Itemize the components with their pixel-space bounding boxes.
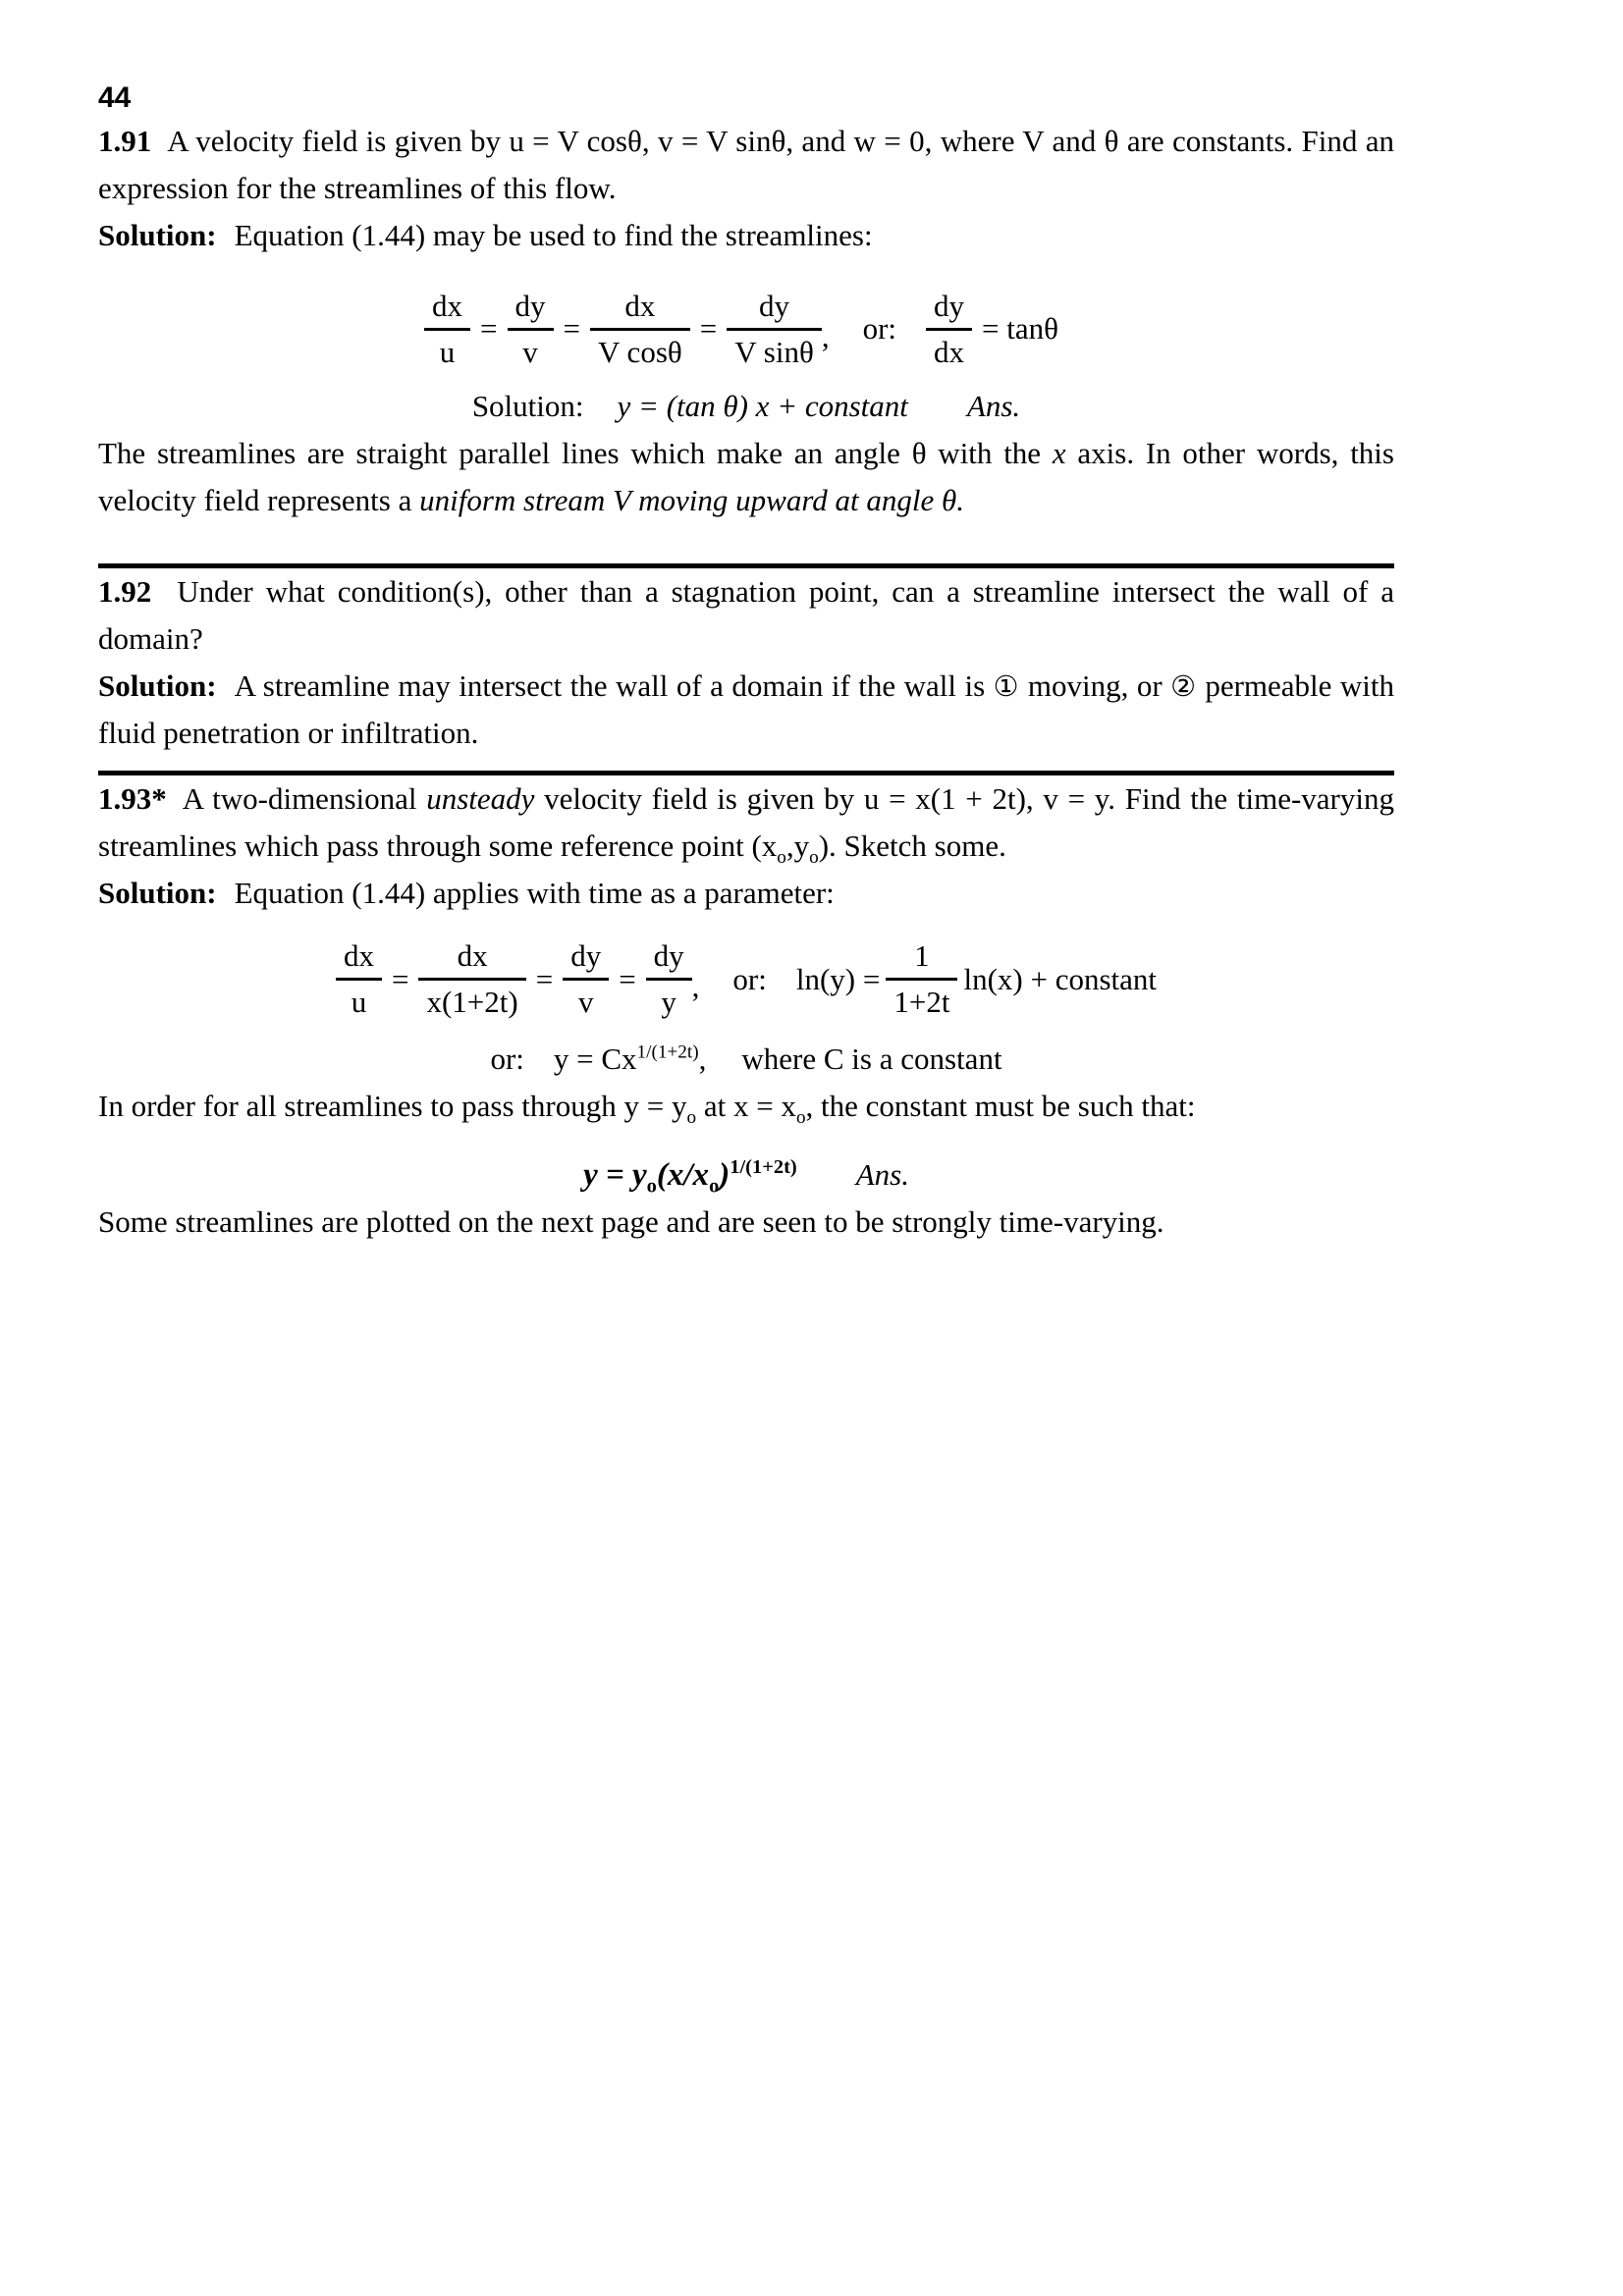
equation-body: y = Cx (553, 1041, 637, 1076)
equals-sign: = (699, 311, 718, 347)
comma: , (691, 968, 700, 1003)
comma: , (698, 1041, 707, 1076)
fraction (563, 938, 609, 1019)
fraction-numerator: dy (508, 289, 554, 331)
fraction-denominator: dx (934, 334, 965, 369)
subscript-o: o (686, 1106, 697, 1128)
italic-unsteady: unsteady (426, 781, 535, 817)
fraction-numerator: dx (424, 289, 470, 331)
constraint-text: In order for all streamlines to pass through y = y (98, 1088, 687, 1123)
page-number: 44 (98, 81, 132, 114)
solution-expression: y = (tan θ) x + constant (617, 389, 908, 424)
problem-number: 1.91 (98, 124, 152, 158)
solution-label: Solution: (98, 876, 217, 911)
solution-1-91-intro (98, 212, 1394, 259)
fraction-numerator: dx (336, 938, 382, 981)
solution-label: Solution: (98, 218, 217, 252)
comma: , (821, 318, 830, 353)
or-label: or: (862, 311, 897, 347)
exponent: 1/(1+2t) (636, 1041, 699, 1063)
equation-solution-1-91 (98, 383, 1394, 430)
equation-rhs: = tanθ (982, 311, 1058, 347)
result-text: axis. In other words, this velocity field represents a (98, 436, 1394, 518)
solution-1-92 (98, 663, 1394, 757)
solution-text: permeable with fluid penetration or infiltration. (98, 668, 1395, 751)
fraction (727, 289, 822, 369)
equation-body: ) (719, 1156, 730, 1193)
equation-lhs: ln(y) = (795, 961, 881, 996)
fraction (926, 289, 972, 369)
problem-1-92-statement (98, 568, 1394, 663)
solution-text: moving, or (1019, 668, 1171, 704)
fraction-denominator: u (439, 334, 456, 369)
problem-number: 1.92 (98, 574, 152, 610)
fraction (508, 289, 554, 369)
problem-1-91-statement (98, 118, 1394, 212)
fraction-denominator: V cosθ (597, 334, 682, 369)
solution-text: A streamline may intersect the wall of a domain if the wall is (234, 668, 994, 704)
fraction-numerator: dy (926, 289, 972, 331)
subscript-o: o (709, 1175, 720, 1198)
answer-label: Ans. (966, 389, 1021, 424)
subscript-o: o (795, 1106, 806, 1128)
or-label: or: (490, 1041, 524, 1076)
fraction-numerator: dy (646, 938, 692, 981)
fraction (418, 938, 525, 1019)
problem-number: 1.93* (98, 781, 167, 817)
constraint-text: , the constant must be such that: (805, 1088, 1196, 1123)
fraction-numerator: dy (727, 289, 822, 331)
statement-text: velocity field is given by u = x(1 + 2t), v = y. Find the time-varying streamlines which pass through some reference point (x (98, 781, 1394, 864)
fraction-denominator: v (577, 984, 594, 1019)
statement-text: ,y (785, 828, 810, 864)
result-text: The streamlines are straight parallel lines which make an angle θ with the (98, 436, 1053, 471)
fraction (336, 938, 382, 1019)
fraction-denominator: y (661, 984, 676, 1019)
constraint-text: at x = x (696, 1088, 796, 1123)
fraction-numerator: dx (590, 289, 690, 331)
closing-note: Some streamlines are plotted on the next page and are seen to be strongly time-varying. (98, 1203, 1164, 1239)
constraint-paragraph (98, 1083, 1394, 1130)
equation-streamline-1-91 (98, 289, 1394, 369)
statement-text: A two-dimensional (182, 781, 427, 817)
equals-sign: = (563, 311, 580, 347)
fraction-numerator: dy (563, 938, 609, 981)
result-paragraph-1-91 (98, 430, 1394, 524)
fraction (646, 938, 692, 1019)
exponent: 1/(1+2t) (730, 1155, 797, 1178)
equation-streamline-1-93 (98, 938, 1394, 1019)
subscript-o: o (777, 847, 786, 869)
fraction-denominator: v (522, 334, 538, 369)
result-italic-text: uniform stream V moving upward at angle θ. (419, 483, 964, 518)
fraction-denominator: 1+2t (893, 984, 950, 1019)
fraction (424, 289, 470, 369)
answer-label: Ans. (855, 1156, 909, 1192)
fraction-numerator: dx (418, 938, 525, 981)
or-label: or: (732, 961, 767, 996)
solution-intro-text: Equation (1.44) applies with time as a parameter: (234, 876, 835, 911)
circled-one-icon: ① (993, 669, 1020, 704)
equation-note: where C is a constant (741, 1041, 1002, 1076)
statement-text: A velocity field is given by u = V cosθ, v = V sinθ, and w = 0, where V and θ are constants. Find an expression for the streamlines of this flow. (98, 124, 1394, 205)
equation-final-answer (98, 1151, 1394, 1199)
solution-1-93-intro (98, 870, 1394, 917)
statement-text: ). Sketch some. (818, 828, 1006, 864)
equals-sign: = (391, 961, 409, 996)
equation-power-form (98, 1036, 1394, 1083)
fraction-denominator: u (351, 984, 367, 1019)
fraction (590, 289, 690, 369)
fraction-denominator: V sinθ (734, 334, 814, 369)
equals-sign: = (619, 961, 636, 996)
fraction-numerator: 1 (886, 938, 957, 981)
statement-text: Under what condition(s), other than a stagnation point, can a streamline intersect the wall of a domain? (98, 574, 1394, 657)
equals-sign: = (480, 311, 498, 347)
equation-body: (x/x (656, 1156, 710, 1193)
solution-word: Solution: (471, 389, 584, 424)
equation-rhs: ln(x) + constant (963, 961, 1158, 996)
circled-two-icon: ② (1170, 669, 1197, 704)
subscript-o: o (646, 1175, 657, 1198)
solution-label: Solution: (98, 668, 217, 704)
fraction-denominator: x(1+2t) (426, 984, 518, 1019)
fraction (886, 938, 957, 1019)
equation-body: y = y (583, 1156, 647, 1193)
problem-1-93-statement (98, 775, 1394, 870)
subscript-o: o (809, 847, 819, 869)
solution-intro-text: Equation (1.44) may be used to find the streamlines: (234, 218, 873, 252)
equals-sign: = (535, 961, 554, 996)
italic-x: x (1052, 436, 1066, 471)
